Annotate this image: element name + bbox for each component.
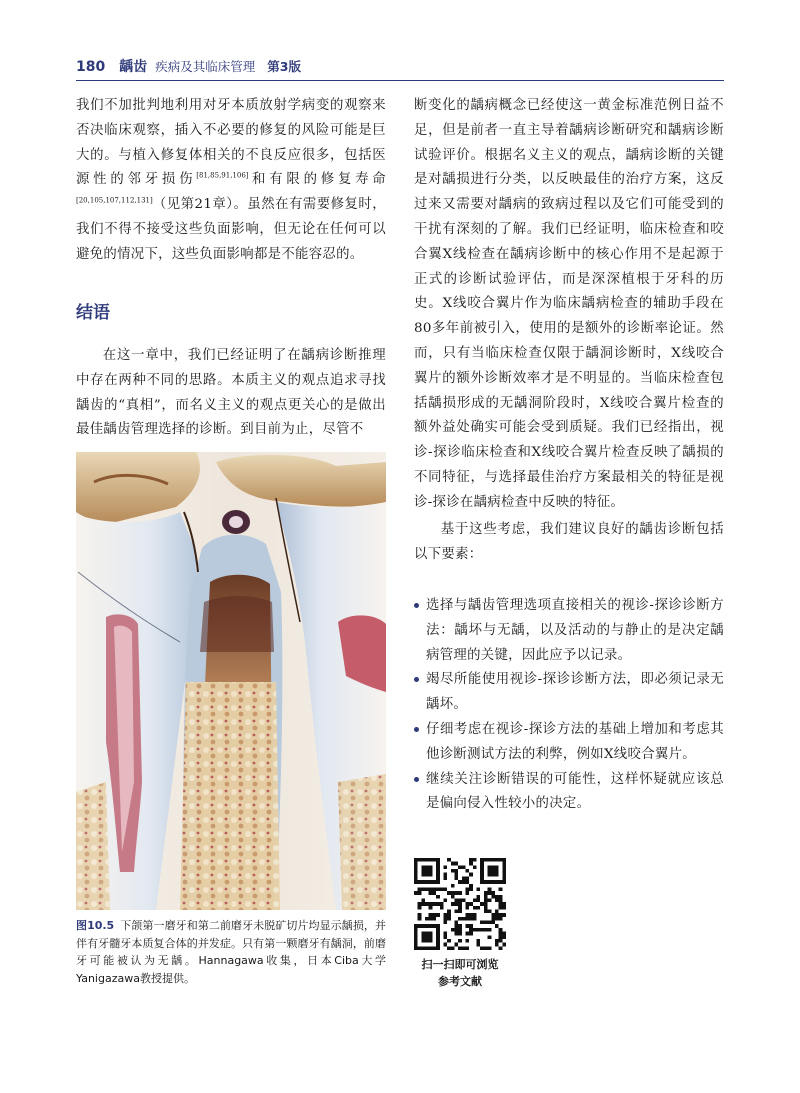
qr-label-line2: 参考文献 — [438, 975, 482, 988]
right-p2-text: 基于这些考虑，我们建议良好的龋齿诊断包括以下要素： — [414, 522, 724, 562]
book-edition: 第3版 — [267, 59, 301, 74]
recommendation-list — [414, 594, 724, 817]
qr-label — [414, 956, 506, 990]
list-item: 仔细考虑在视诊-探诊方法的基础上增加和考虑其他诊断测试方法的利弊，例如X线咬合翼片。 — [414, 718, 724, 768]
right-p1-text: 断变化的龋病概念已经使这一黄金标准范例日益不足，但是前者一直主导着龋病诊断研究和龋病诊断试验评价。根据名义主义的观点，龋病诊断的关键是对龋损进行分类，以反映最佳的治疗方案，这反过来又需要对龋病的致病过程以及它们可能受到的干扰有深刻的了解。我们已经证明，临床检查和咬合翼X线检查在龋病诊断中的核心作用不是起源于正式的诊断试验评估，而是深深植根于牙科的历史。X线咬合翼片作为临床龋病检查的辅助手段在80多年前被引入，使用的是额外的诊断率论证。然而，只有当临床检查仅限于龋洞诊断时，X线咬合翼片的额外诊断效率才是不明显的。当临床检查包括龋损形成的无龋洞阶段时，X线咬合翼片检查的额外益处确实可能会受到质疑。我们已经指出，视诊-探诊临床检查和X线咬合翼片检查反映了龋损的不同特征，与选择最佳治疗方案最相关的特征是视诊-探诊在龋病检查中反映的特征。 — [414, 98, 724, 510]
running-header — [76, 56, 724, 82]
figure-caption-text: 下颌第一磨牙和第二前磨牙未脱矿切片均显示龋损，并伴有牙髓牙本质复合体的并发症。只有第一颗磨牙有龋洞，前磨牙可能被认为无龋。Hannagawa收集，日本Ciba大学Yanigazawa教授提供。 — [76, 919, 387, 985]
reference-citation: [81,85,91,106] — [196, 171, 249, 180]
tooth-section-image — [76, 452, 386, 910]
figure-tooth-section — [76, 452, 386, 910]
figure-label: 图10.5 — [76, 919, 115, 932]
header-rule — [76, 80, 724, 81]
left-paragraph-2 — [76, 344, 386, 443]
qr-label-line1: 扫一扫即可浏览 — [421, 958, 499, 971]
list-item: 继续关注诊断错误的可能性，这样怀疑就应该总是偏向侵入性较小的决定。 — [414, 768, 724, 818]
reference-citation: [20,105,107,112,131] — [76, 196, 153, 205]
right-paragraph-1 — [414, 94, 724, 516]
book-subtitle: 疾病及其临床管理 — [155, 59, 256, 74]
left-p1-text-b: 和有限的修复寿命 — [248, 172, 386, 188]
right-paragraph-2 — [414, 518, 724, 568]
section-heading: 结语 — [76, 303, 110, 323]
book-title: 龋齿 — [119, 59, 148, 75]
list-item: 竭尽所能使用视诊-探诊诊断方法，即必须记录无龋坏。 — [414, 668, 724, 718]
conclusion-paragraph: 在这一章中，我们已经证明了在龋病诊断推理中存在两种不同的思路。本质主义的观点追求寻找龋齿的“真相”，而名义主义的观点更关心的是做出最佳龋齿管理选择的诊断。到目前为止，尽管不 — [76, 348, 386, 438]
qr-code-icon[interactable] — [414, 858, 506, 950]
figure-caption — [76, 917, 386, 987]
list-item: 选择与龋齿管理选项直接相关的视诊-探诊诊断方法：龋坏与无龋，以及活动的与静止的是决定龋病管理的关键，因此应予以记录。 — [414, 594, 724, 668]
left-paragraph-1 — [76, 94, 386, 268]
page-number: 180 — [76, 59, 106, 75]
left-p1-text-c: （见第21章）。虽然在有需要修复时，我们不得不接受这些负面影响，但无论在任何可以避免的情况下，这些负面影响都是不能容忍的。 — [76, 197, 386, 262]
left-p1-text-a: 我们不加批判地利用对牙本质放射学病变的观察来否决临床观察，插入不必要的修复的风险可能是巨大的。与植入修复体相关的不良反应很多，包括医源性的邻牙损伤 — [76, 98, 386, 188]
